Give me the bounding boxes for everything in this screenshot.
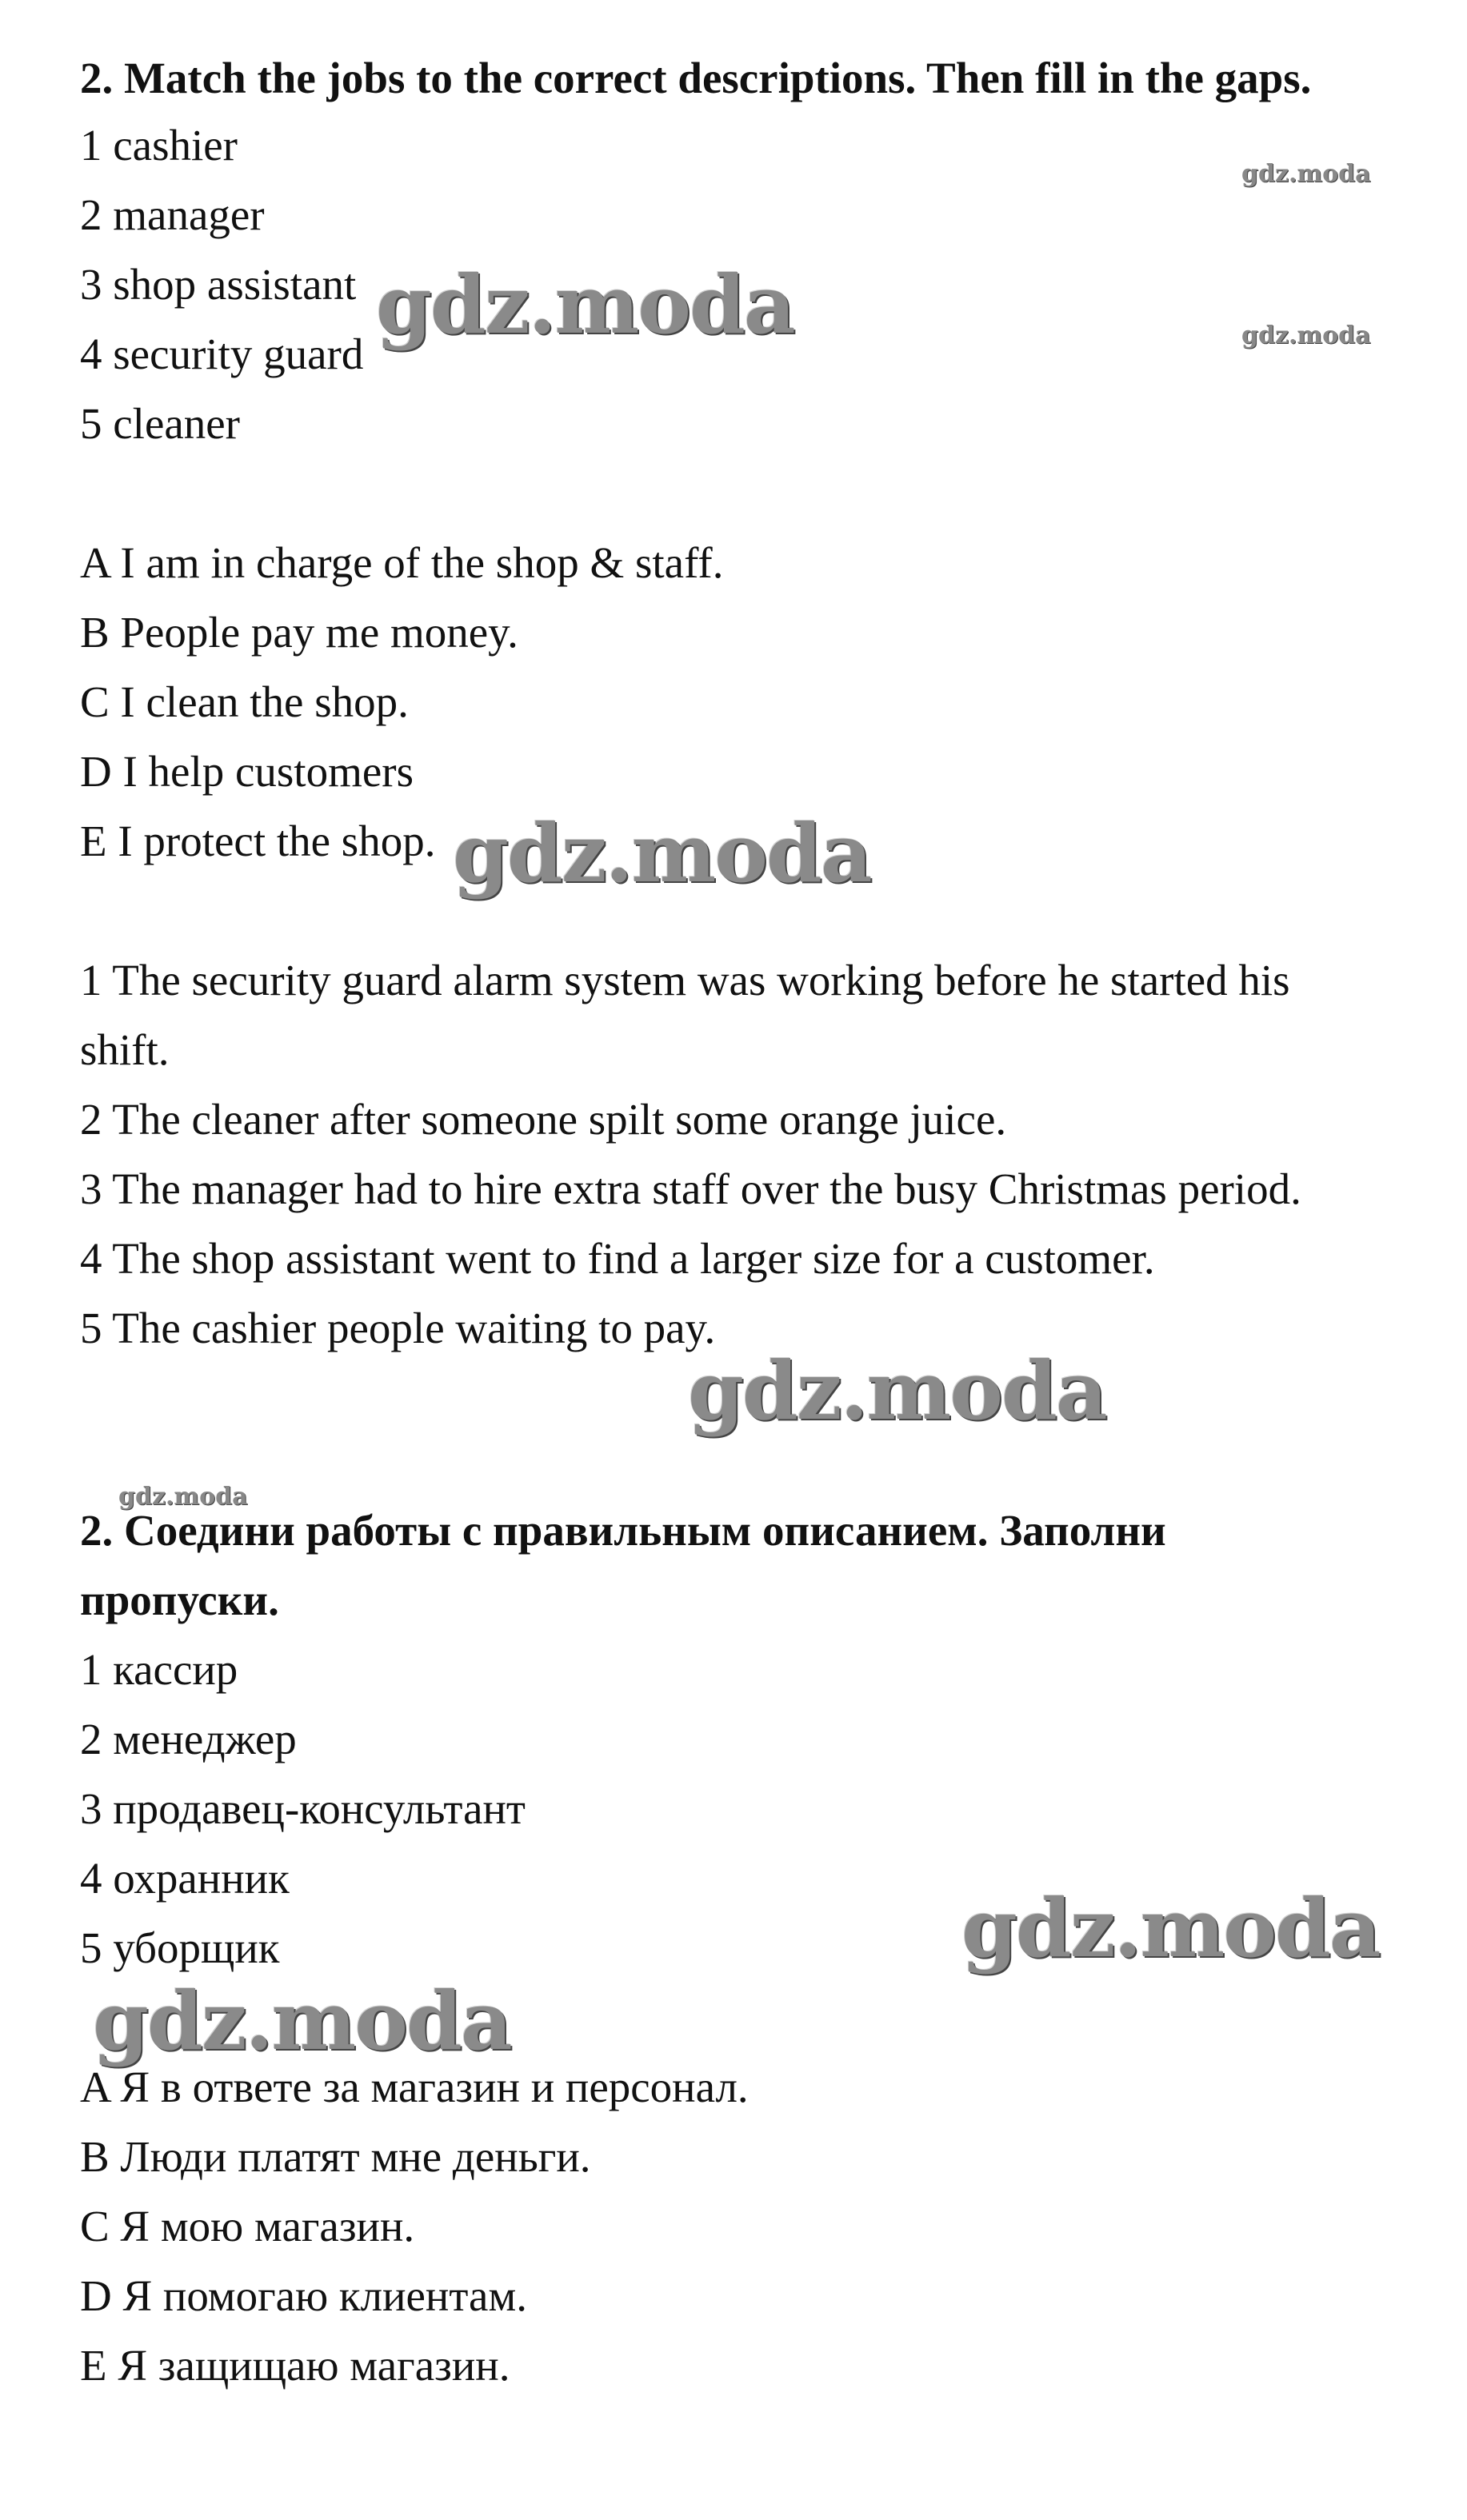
exercise-title-ru-cont: пропуски. — [80, 1575, 279, 1624]
watermark-large: gdz.moda — [688, 1344, 1106, 1438]
description-item: A I am in charge of the shop & staff. — [80, 538, 724, 587]
job-item: 2 менеджер — [80, 1715, 297, 1763]
description-item: D Я помогаю клиентам. — [80, 2271, 528, 2320]
sentence-item: 5 The cashier people waiting to pay. — [80, 1304, 716, 1352]
watermark-small: gdz.moda — [118, 1483, 248, 1511]
watermark-large: gdz.moda — [376, 258, 794, 352]
exercise-title-ru: 2. Соедини работы с правильным описанием. Заполни — [80, 1506, 1166, 1555]
job-item: 5 уборщик — [80, 1923, 280, 1972]
watermark-small: gdz.moda — [1241, 160, 1371, 188]
description-item: E I protect the shop. — [80, 817, 436, 865]
description-item: A Я в ответе за магазин и персонал. — [80, 2063, 749, 2111]
job-item: 3 shop assistant — [80, 260, 357, 309]
sentence-item: 4 The shop assistant went to find a larger size for a customer. — [80, 1234, 1155, 1283]
sentence-item: 3 The manager had to hire extra staff over the busy Christmas period. — [80, 1164, 1301, 1213]
description-item: E Я защищаю магазин. — [80, 2341, 510, 2390]
description-item: D I help customers — [80, 747, 414, 796]
job-item: 1 кассир — [80, 1645, 238, 1694]
description-item: B People pay me money. — [80, 608, 518, 657]
watermark-large: gdz.moda — [93, 1974, 511, 2068]
sentence-item: 2 The cleaner after someone spilt some orange juice. — [80, 1095, 1007, 1144]
description-item: B Люди платят мне деньги. — [80, 2132, 591, 2181]
exercise-title-en: 2. Match the jobs to the correct descriptions. Then fill in the gaps. — [80, 54, 1312, 102]
job-item: 2 manager — [80, 190, 265, 239]
job-item: 1 cashier — [80, 121, 238, 170]
job-item: 3 продавец-консультант — [80, 1784, 526, 1833]
description-item: C I clean the shop. — [80, 677, 409, 726]
job-item: 5 cleaner — [80, 399, 240, 448]
watermark-large: gdz.moda — [961, 1881, 1380, 1975]
sentence-item: 1 The security guard alarm system was working before he started his — [80, 956, 1290, 1004]
description-item: C Я мою магазин. — [80, 2202, 415, 2250]
watermark-large: gdz.moda — [453, 806, 871, 901]
job-item: 4 security guard — [80, 329, 364, 378]
job-item: 4 охранник — [80, 1854, 290, 1903]
watermark-small: gdz.moda — [1241, 321, 1371, 349]
sentence-item: shift. — [80, 1025, 170, 1074]
